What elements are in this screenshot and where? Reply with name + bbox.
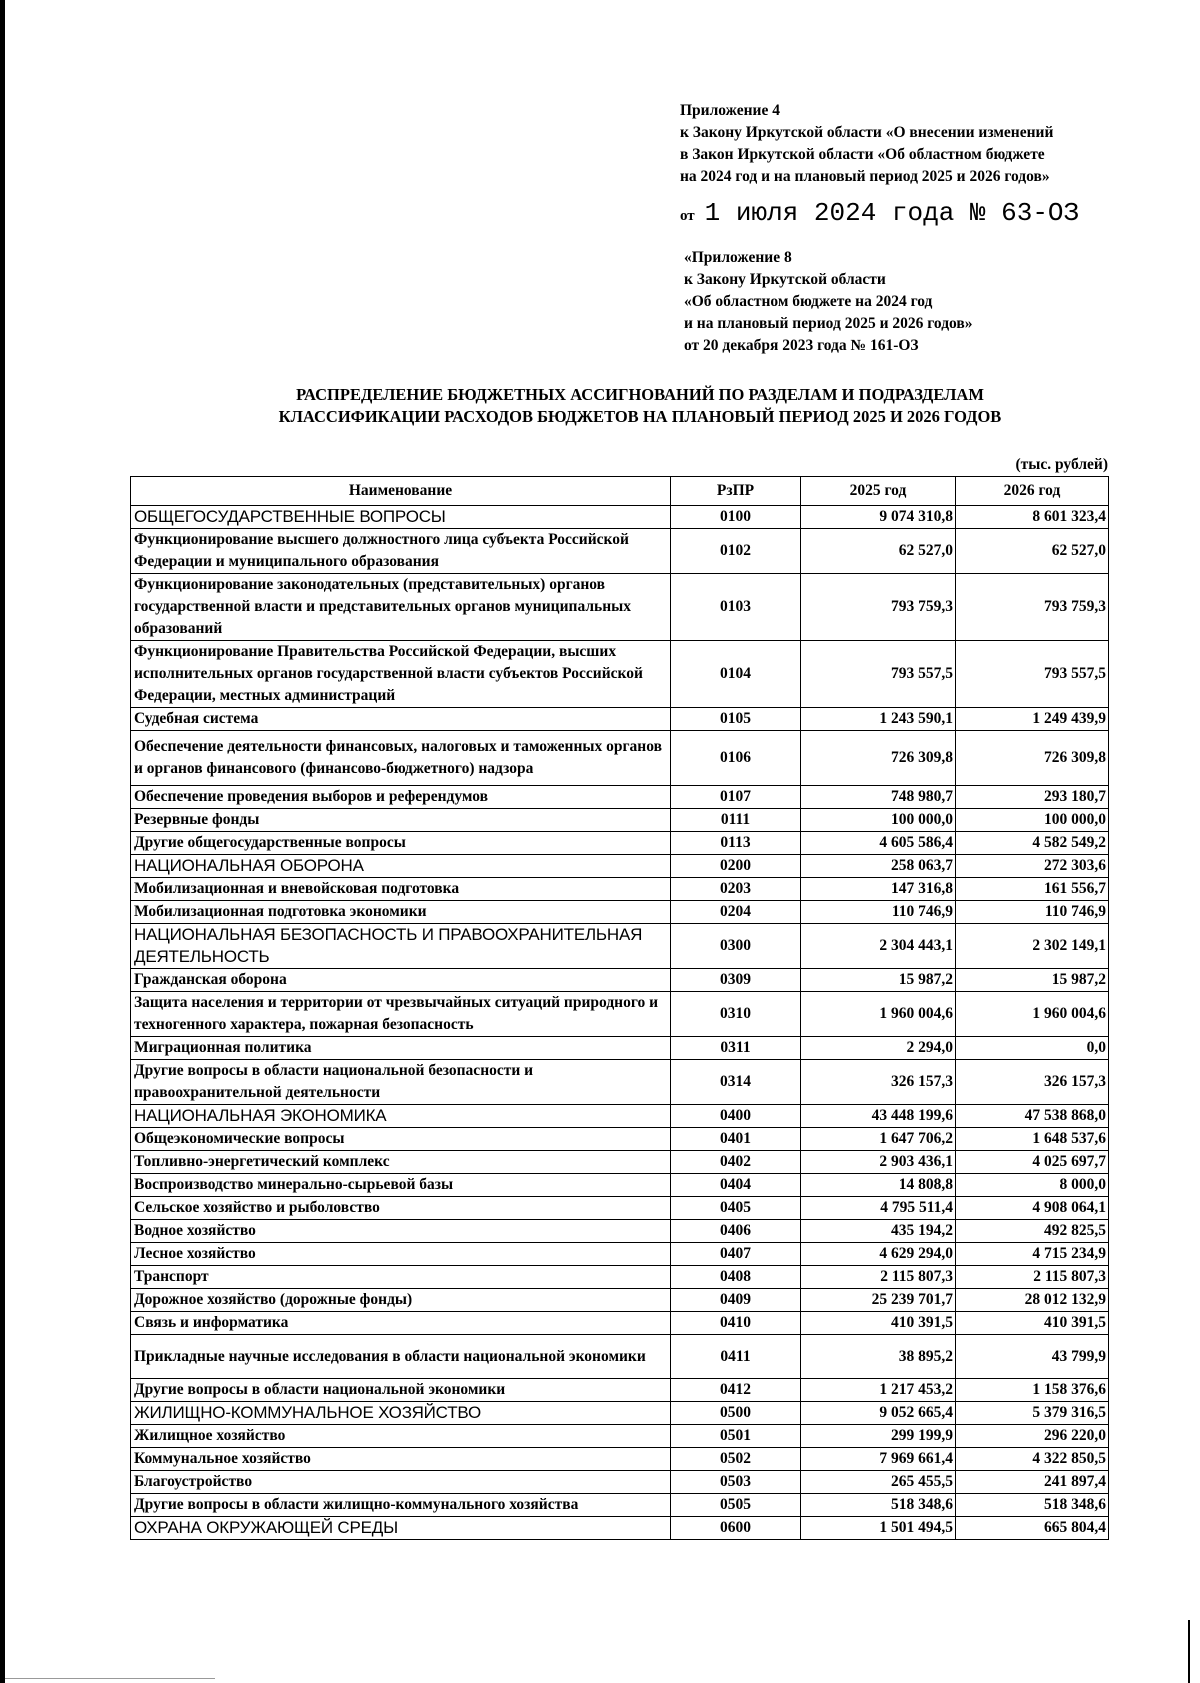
row-name: Общеэкономические вопросы [131,1128,671,1151]
row-code: 0203 [671,878,801,901]
row-value-2026: 1 158 376,6 [956,1379,1109,1402]
row-value-2025: 748 980,7 [801,786,956,809]
row-value-2025: 258 063,7 [801,855,956,878]
column-header-2026: 2026 год [956,477,1109,506]
row-code: 0106 [671,731,801,786]
table-row [131,1174,1109,1197]
row-value-2025: 110 746,9 [801,901,956,924]
table-section-row [131,1105,1109,1128]
row-name: Другие вопросы в области жилищно-коммунального хозяйства [131,1494,671,1517]
row-value-2026: 2 115 807,3 [956,1266,1109,1289]
appendix-header-line: к Закону Иркутской области «О внесении изменений [680,124,1054,141]
row-value-2026: 100 000,0 [956,809,1109,832]
table-row [131,641,1109,708]
row-name: Транспорт [131,1266,671,1289]
row-value-2025: 4 795 511,4 [801,1197,956,1220]
scan-border-right [1188,1620,1190,1683]
row-value-2026: 4 582 549,2 [956,832,1109,855]
previous-header-line: «Приложение 8 [684,249,792,266]
table-section-row [131,855,1109,878]
table-row [131,786,1109,809]
table-row [131,969,1109,992]
column-header-2025: 2025 год [801,477,956,506]
row-value-2026: 793 557,5 [956,641,1109,708]
row-code: 0311 [671,1037,801,1060]
row-value-2026: 293 180,7 [956,786,1109,809]
row-value-2025: 147 316,8 [801,878,956,901]
row-value-2026: 8 601 323,4 [956,506,1109,529]
row-value-2025: 9 052 665,4 [801,1402,956,1425]
budget-table [130,476,1109,1540]
row-name: Коммунальное хозяйство [131,1448,671,1471]
row-value-2025: 1 647 706,2 [801,1128,956,1151]
table-row [131,1335,1109,1379]
row-value-2026: 296 220,0 [956,1425,1109,1448]
row-value-2025: 435 194,2 [801,1220,956,1243]
table-row [131,1060,1109,1105]
table-row [131,1448,1109,1471]
table-header-row [131,477,1109,506]
row-name: Воспроизводство минерально-сырьевой базы [131,1174,671,1197]
row-value-2025: 62 527,0 [801,529,956,574]
row-value-2025: 25 239 701,7 [801,1289,956,1312]
row-code: 0100 [671,506,801,529]
document-title [200,384,1080,428]
row-code: 0111 [671,809,801,832]
row-code: 0103 [671,574,801,641]
previous-header-line: и на плановый период 2025 и 2026 годов» [684,315,973,332]
document-title-line: КЛАССИФИКАЦИИ РАСХОДОВ БЮДЖЕТОВ НА ПЛАНОВЫЙ ПЕРИОД 2025 И 2026 ГОДОВ [278,407,1002,426]
row-code: 0505 [671,1494,801,1517]
row-value-2026: 47 538 868,0 [956,1105,1109,1128]
row-value-2026: 410 391,5 [956,1312,1109,1335]
row-code: 0105 [671,708,801,731]
row-name: Мобилизационная подготовка экономики [131,901,671,924]
row-value-2026: 665 804,4 [956,1517,1109,1540]
row-name: ОХРАНА ОКРУЖАЮЩЕЙ СРЕДЫ [131,1517,671,1540]
row-code: 0310 [671,992,801,1037]
table-row [131,1312,1109,1335]
row-value-2026: 62 527,0 [956,529,1109,574]
row-value-2025: 1 960 004,6 [801,992,956,1037]
table-section-row [131,1402,1109,1425]
table-row [131,1037,1109,1060]
appendix-header-line: на 2024 год и на плановый период 2025 и 2026 годов» [680,168,1050,185]
row-value-2026: 1 960 004,6 [956,992,1109,1037]
table-row [131,1128,1109,1151]
row-value-2025: 15 987,2 [801,969,956,992]
table-row [131,1425,1109,1448]
previous-appendix-header [684,247,1144,357]
row-code: 0600 [671,1517,801,1540]
row-code: 0102 [671,529,801,574]
row-name: Обеспечение проведения выборов и референдумов [131,786,671,809]
row-code: 0409 [671,1289,801,1312]
row-name: Дорожное хозяйство (дорожные фонды) [131,1289,671,1312]
row-code: 0200 [671,855,801,878]
row-value-2026: 43 799,9 [956,1335,1109,1379]
table-section-row [131,1517,1109,1540]
row-value-2025: 2 903 436,1 [801,1151,956,1174]
row-value-2025: 38 895,2 [801,1335,956,1379]
table-row [131,574,1109,641]
row-code: 0104 [671,641,801,708]
row-name: Другие вопросы в области национальной безопасности и правоохранительной деятельности [131,1060,671,1105]
row-value-2025: 14 808,8 [801,1174,956,1197]
table-row [131,901,1109,924]
row-code: 0113 [671,832,801,855]
row-name: ОБЩЕГОСУДАРСТВЕННЫЕ ВОПРОСЫ [131,506,671,529]
row-name: Лесное хозяйство [131,1243,671,1266]
row-name: ЖИЛИЩНО-КОММУНАЛЬНОЕ ХОЗЯЙСТВО [131,1402,671,1425]
row-code: 0500 [671,1402,801,1425]
row-value-2026: 110 746,9 [956,901,1109,924]
row-value-2025: 2 115 807,3 [801,1266,956,1289]
row-code: 0503 [671,1471,801,1494]
row-value-2026: 492 825,5 [956,1220,1109,1243]
row-value-2026: 518 348,6 [956,1494,1109,1517]
row-name: НАЦИОНАЛЬНАЯ БЕЗОПАСНОСТЬ И ПРАВООХРАНИТЕЛЬНАЯ ДЕЯТЕЛЬНОСТЬ [131,924,671,969]
table-row [131,1243,1109,1266]
row-name: Защита населения и территории от чрезвычайных ситуаций природного и техногенного характера, пожарная безопасность [131,992,671,1037]
row-name: Функционирование законодательных (представительных) органов государственной власти и представительных органов муниципальных образований [131,574,671,641]
row-name: Функционирование высшего должностного лица субъекта Российской Федерации и муниципального образования [131,529,671,574]
row-value-2026: 0,0 [956,1037,1109,1060]
row-code: 0501 [671,1425,801,1448]
row-value-2026: 1 648 537,6 [956,1128,1109,1151]
row-value-2026: 793 759,3 [956,574,1109,641]
row-value-2026: 326 157,3 [956,1060,1109,1105]
appendix-header-line: в Закон Иркутской области «Об областном бюджете [680,146,1045,163]
table-row [131,992,1109,1037]
row-value-2026: 4 715 234,9 [956,1243,1109,1266]
row-value-2025: 43 448 199,6 [801,1105,956,1128]
row-code: 0404 [671,1174,801,1197]
row-name: Сельское хозяйство и рыболовство [131,1197,671,1220]
table-section-row [131,924,1109,969]
table-row [131,1379,1109,1402]
row-value-2026: 5 379 316,5 [956,1402,1109,1425]
row-name: Миграционная политика [131,1037,671,1060]
table-row [131,878,1109,901]
table-row [131,1471,1109,1494]
table-row [131,1266,1109,1289]
row-value-2025: 100 000,0 [801,809,956,832]
row-name: НАЦИОНАЛЬНАЯ ОБОРОНА [131,855,671,878]
previous-header-line: к Закону Иркутской области [684,271,886,288]
row-value-2025: 410 391,5 [801,1312,956,1335]
row-name: Функционирование Правительства Российской Федерации, высших исполнительных органов государственной власти субъектов Российской Федерации, местных администраций [131,641,671,708]
table-row [131,809,1109,832]
row-name: Резервные фонды [131,809,671,832]
row-code: 0300 [671,924,801,969]
scan-artifact-line [5,1678,215,1679]
row-code: 0410 [671,1312,801,1335]
row-code: 0502 [671,1448,801,1471]
row-name: НАЦИОНАЛЬНАЯ ЭКОНОМИКА [131,1105,671,1128]
row-code: 0309 [671,969,801,992]
row-value-2026: 726 309,8 [956,731,1109,786]
appendix-header [680,100,1160,188]
row-value-2025: 1 243 590,1 [801,708,956,731]
row-value-2025: 9 074 310,8 [801,506,956,529]
table-row [131,1151,1109,1174]
row-value-2026: 241 897,4 [956,1471,1109,1494]
table-row [131,832,1109,855]
row-value-2026: 272 303,6 [956,855,1109,878]
row-value-2026: 4 908 064,1 [956,1197,1109,1220]
table-section-row [131,506,1109,529]
row-code: 0401 [671,1128,801,1151]
row-value-2025: 793 759,3 [801,574,956,641]
row-name: Другие вопросы в области национальной экономики [131,1379,671,1402]
row-code: 0412 [671,1379,801,1402]
row-code: 0405 [671,1197,801,1220]
law-number-prefix: от [680,208,695,224]
row-value-2025: 326 157,3 [801,1060,956,1105]
row-code: 0406 [671,1220,801,1243]
row-value-2026: 8 000,0 [956,1174,1109,1197]
table-row [131,1197,1109,1220]
row-value-2026: 2 302 149,1 [956,924,1109,969]
row-value-2025: 793 557,5 [801,641,956,708]
row-code: 0107 [671,786,801,809]
row-value-2026: 161 556,7 [956,878,1109,901]
column-header-name: Наименование [131,477,671,506]
row-name: Благоустройство [131,1471,671,1494]
row-code: 0314 [671,1060,801,1105]
table-row [131,1220,1109,1243]
units-label: (тыс. рублей) [1015,456,1108,473]
table-row [131,708,1109,731]
row-name: Водное хозяйство [131,1220,671,1243]
row-value-2026: 4 025 697,7 [956,1151,1109,1174]
previous-header-line: от 20 декабря 2023 года № 161-ОЗ [684,337,919,354]
row-value-2025: 726 309,8 [801,731,956,786]
table-row [131,1289,1109,1312]
row-value-2025: 518 348,6 [801,1494,956,1517]
row-value-2025: 2 304 443,1 [801,924,956,969]
document-title-line: РАСПРЕДЕЛЕНИЕ БЮДЖЕТНЫХ АССИГНОВАНИЙ ПО РАЗДЕЛАМ И ПОДРАЗДЕЛАМ [296,385,984,404]
row-code: 0400 [671,1105,801,1128]
row-name: Связь и информатика [131,1312,671,1335]
row-value-2026: 15 987,2 [956,969,1109,992]
row-code: 0402 [671,1151,801,1174]
table-row [131,731,1109,786]
row-value-2025: 4 605 586,4 [801,832,956,855]
column-header-code: РзПР [671,477,801,506]
row-value-2025: 1 217 453,2 [801,1379,956,1402]
row-value-2026: 1 249 439,9 [956,708,1109,731]
row-value-2025: 299 199,9 [801,1425,956,1448]
row-value-2026: 4 322 850,5 [956,1448,1109,1471]
row-code: 0407 [671,1243,801,1266]
row-value-2025: 4 629 294,0 [801,1243,956,1266]
table-row [131,529,1109,574]
row-name: Прикладные научные исследования в области национальной экономики [131,1335,671,1379]
row-value-2026: 28 012 132,9 [956,1289,1109,1312]
row-value-2025: 1 501 494,5 [801,1517,956,1540]
scan-border-left [0,0,5,1683]
row-value-2025: 2 294,0 [801,1037,956,1060]
law-number-line [680,198,1079,228]
row-name: Мобилизационная и вневойсковая подготовка [131,878,671,901]
previous-header-line: «Об областном бюджете на 2024 год [684,293,933,310]
table-body [131,506,1109,1540]
row-code: 0411 [671,1335,801,1379]
row-name: Судебная система [131,708,671,731]
row-name: Обеспечение деятельности финансовых, налоговых и таможенных органов и органов финансового (финансово-бюджетного) надзора [131,731,671,786]
row-value-2025: 265 455,5 [801,1471,956,1494]
row-name: Жилищное хозяйство [131,1425,671,1448]
row-code: 0204 [671,901,801,924]
row-name: Другие общегосударственные вопросы [131,832,671,855]
row-code: 0408 [671,1266,801,1289]
row-name: Гражданская оборона [131,969,671,992]
law-number-stamp: 1 июля 2024 года № 63-ОЗ [704,198,1080,228]
table-row [131,1494,1109,1517]
appendix-header-line: Приложение 4 [680,102,780,119]
row-value-2025: 7 969 661,4 [801,1448,956,1471]
row-name: Топливно-энергетический комплекс [131,1151,671,1174]
